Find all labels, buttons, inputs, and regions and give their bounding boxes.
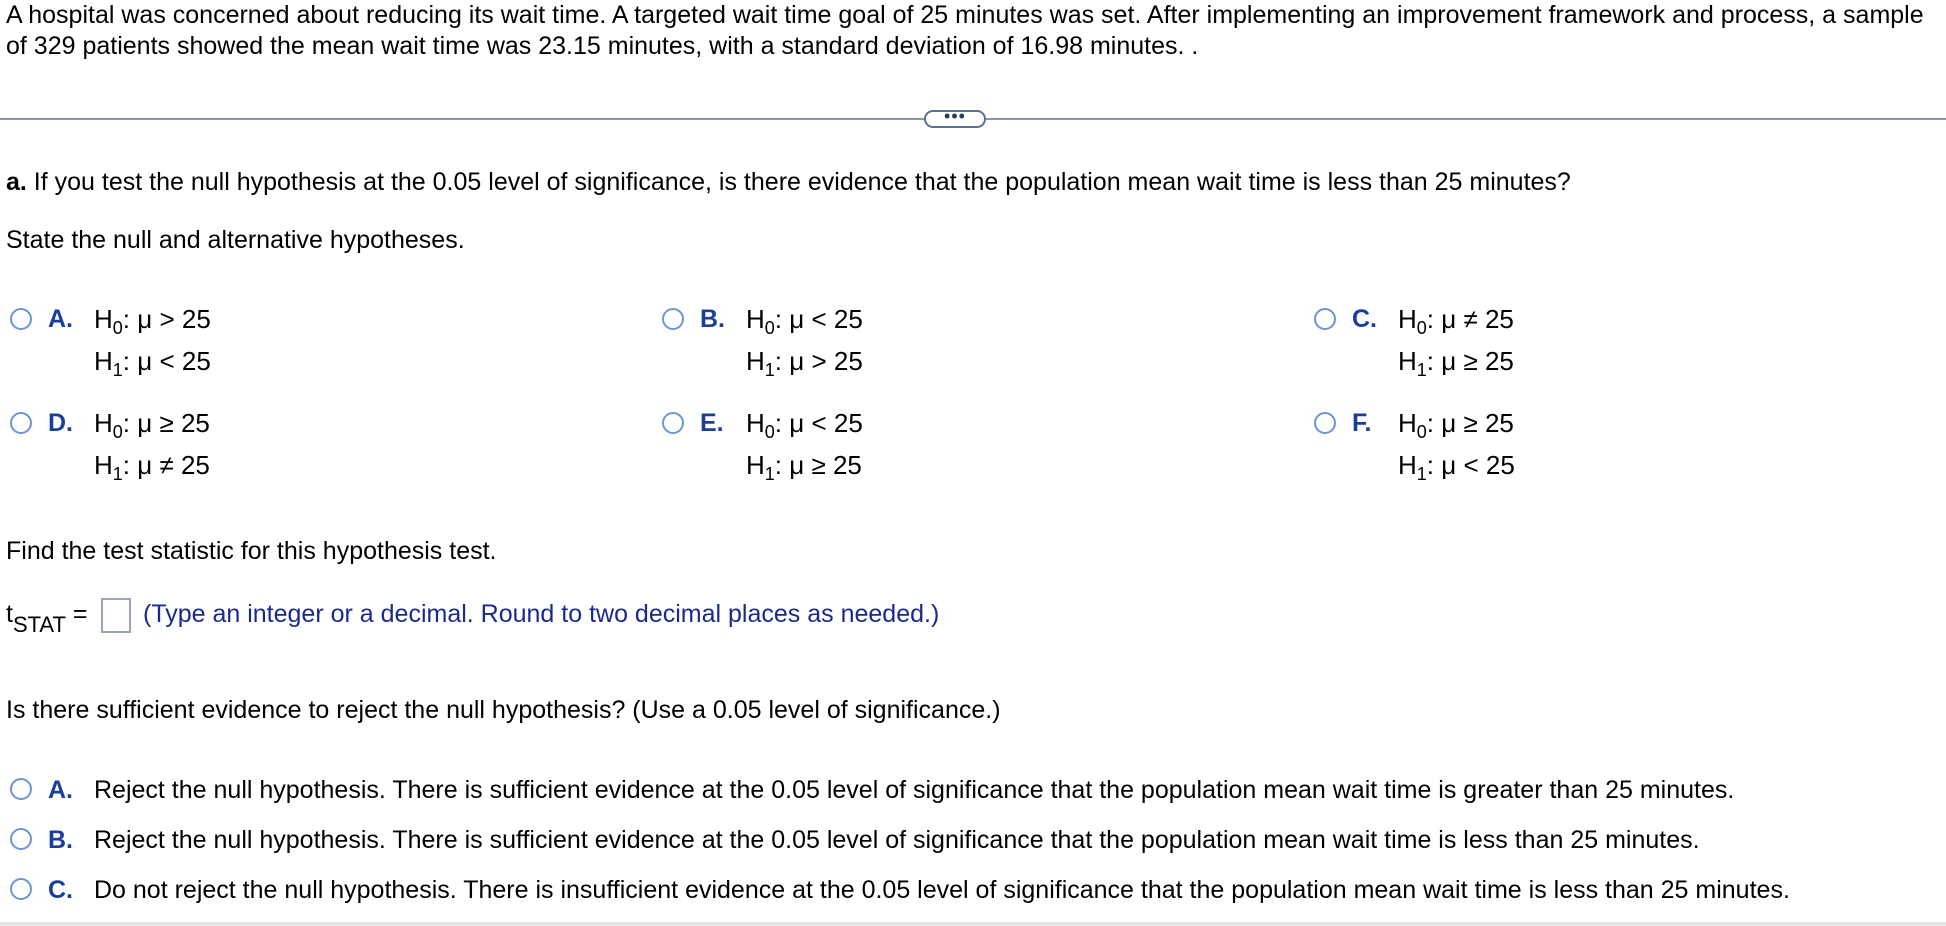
option-letter: D. <box>48 409 73 437</box>
option-letter: B. <box>48 826 73 854</box>
tstat-hint: (Type an integer or a decimal. Round to two decimal places as needed.) <box>143 600 940 628</box>
option-letter: A. <box>48 776 73 804</box>
hyp-option-a[interactable] <box>10 302 630 388</box>
hyp-h0: $H_0$: μ ≥ 25 <box>1398 408 1514 442</box>
option-letter: F. <box>1352 409 1372 437</box>
option-letter: A. <box>48 305 73 333</box>
decision-option-b[interactable] <box>10 824 1930 858</box>
evidence-prompt: Is there sufficient evidence to reject the null hypothesis? (Use a 0.05 level of significance.) <box>6 696 1001 724</box>
decision-option-a[interactable] <box>10 774 1930 808</box>
option-letter: E. <box>700 409 724 437</box>
radio-button[interactable] <box>10 308 32 330</box>
hyp-h0: $H_0$: μ > 25 <box>94 304 211 338</box>
hyp-h1: $H_1$: μ < 25 <box>1398 450 1515 484</box>
option-letter: B. <box>700 305 725 333</box>
tstat-answer-input[interactable] <box>101 598 131 633</box>
radio-button[interactable] <box>10 878 32 900</box>
hyp-option-d[interactable] <box>10 406 630 492</box>
hyp-h1: $H_1$: μ ≠ 25 <box>94 450 210 484</box>
hyp-h1: $H_1$: μ > 25 <box>746 346 863 380</box>
hyp-h0: $H_0$: μ < 25 <box>746 304 863 338</box>
hyp-h1: $H_1$: μ < 25 <box>94 346 211 380</box>
option-letter: C. <box>48 876 73 904</box>
decision-text: Reject the null hypothesis. There is sufficient evidence at the 0.05 level of significance that the population mean wait time is greater than 25 minutes. <box>94 776 1735 804</box>
part-a-text: If you test the null hypothesis at the 0.05 level of significance, is there evidence that the population mean wait time is less than 25 minutes? <box>26 168 1571 196</box>
hyp-option-e[interactable] <box>662 406 1282 492</box>
hyp-h0: $H_0$: μ ≠ 25 <box>1398 304 1514 338</box>
hyp-h1: $H_1$: μ ≥ 25 <box>1398 346 1514 380</box>
hyp-h0: $H_0$: μ ≥ 25 <box>94 408 210 442</box>
part-a-question <box>6 168 1571 197</box>
hyp-option-b[interactable] <box>662 302 1282 388</box>
tstat-label: $t_{STAT}$ = <box>6 600 88 637</box>
radio-button[interactable] <box>1314 308 1336 330</box>
radio-button[interactable] <box>10 412 32 434</box>
radio-button[interactable] <box>10 828 32 850</box>
hyp-h0: $H_0$: μ < 25 <box>746 408 863 442</box>
radio-button[interactable] <box>10 778 32 800</box>
decision-text: Reject the null hypothesis. There is sufficient evidence at the 0.05 level of significance that the population mean wait time is less than 25 minutes. <box>94 826 1700 854</box>
part-a-label: a. <box>6 168 27 196</box>
decision-text: Do not reject the null hypothesis. There is insufficient evidence at the 0.05 level of significance that the population mean wait time is less than 25 minutes. <box>94 876 1790 904</box>
radio-button[interactable] <box>662 412 684 434</box>
find-test-statistic-prompt: Find the test statistic for this hypothesis test. <box>6 537 497 565</box>
hyp-h1: $H_1$: μ ≥ 25 <box>746 450 862 484</box>
bottom-scroll-edge <box>0 922 1946 926</box>
decision-option-c[interactable] <box>10 874 1930 908</box>
hyp-option-f[interactable] <box>1314 406 1934 492</box>
option-letter: C. <box>1352 305 1377 333</box>
radio-button[interactable] <box>662 308 684 330</box>
state-hypotheses-prompt: State the null and alternative hypotheses. <box>6 226 465 254</box>
hyp-option-c[interactable] <box>1314 302 1934 388</box>
expand-more-button[interactable]: ••• <box>924 110 986 128</box>
radio-button[interactable] <box>1314 412 1336 434</box>
problem-statement: A hospital was concerned about reducing its wait time. A targeted wait time goal of 25 minutes was set. After implementing an improvement framework and process, a sample of 329 patients showed the mean wait time was 23.15 minutes, with a standard deviation of 16.98 minutes. . <box>6 1 1924 60</box>
